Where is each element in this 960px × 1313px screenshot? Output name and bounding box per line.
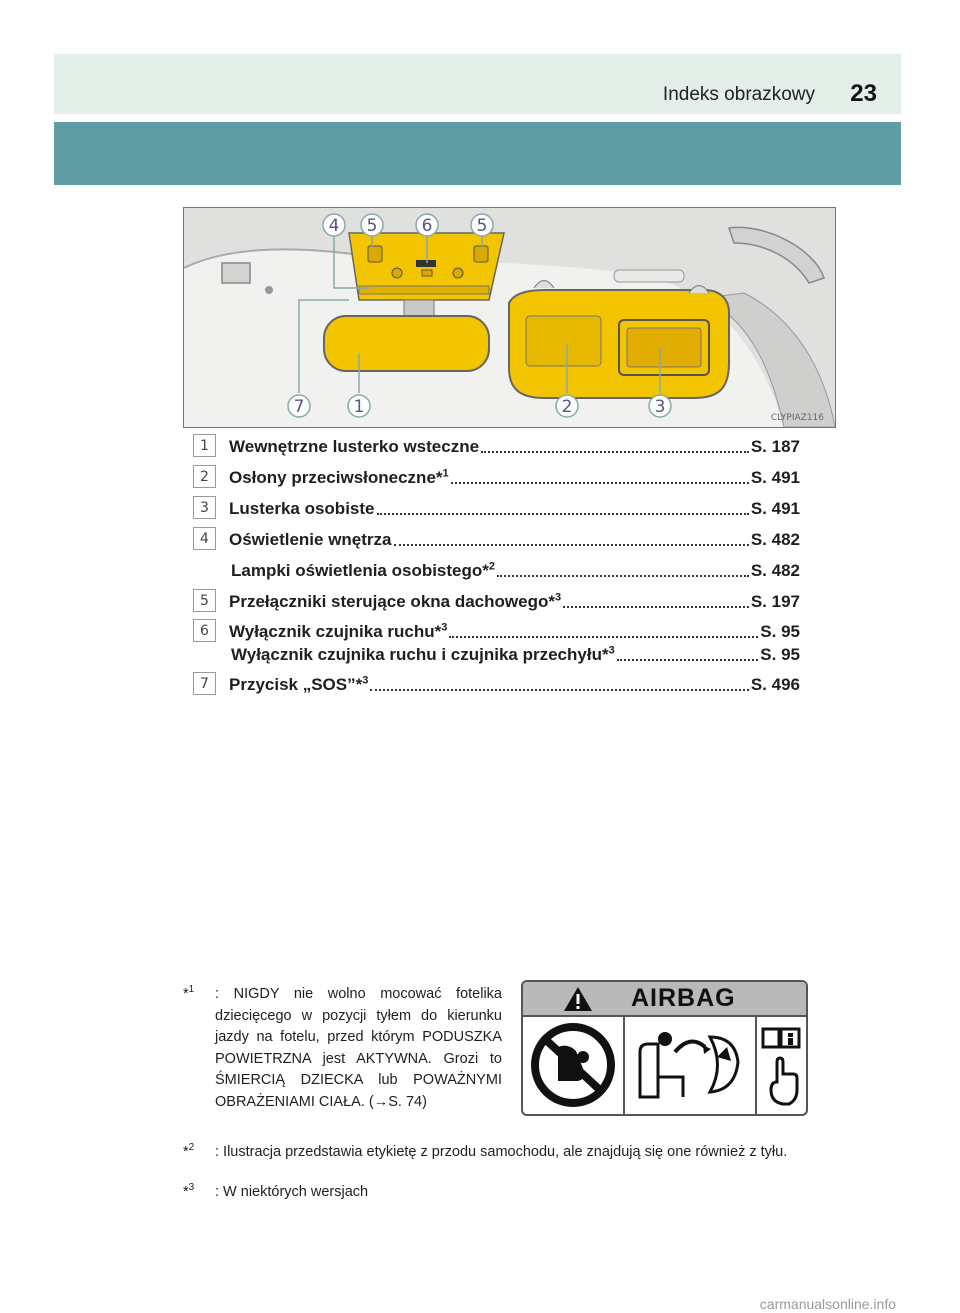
dot-leader [449,628,758,638]
svg-text:3: 3 [654,397,666,417]
entry-number-badge: 7 [193,672,216,695]
entry-label: Wyłącznik czujnika ruchu*$^3$ [229,621,448,641]
no-rear-facing-seat-icon [523,1017,625,1114]
entry-label: Przełączniki sterujące okna dachowego*$^3$ [229,591,562,611]
callout-5b [471,214,493,236]
interior-illustration [183,207,836,428]
entry-page-ref[interactable]: S. 197 [750,592,800,611]
dot-leader [377,505,749,515]
watermark: carmanualsonline.info [759,1296,896,1312]
footnote-marker: *$^1$ [183,984,195,1002]
entry-page-ref[interactable]: S. 95 [760,622,800,641]
index-entry[interactable] [229,495,800,519]
entry-label: Osłony przeciwsłoneczne*$^1$ [229,467,449,487]
footnote-versions-note: : W niektórych wersjach [215,1184,369,1200]
dot-leader [370,681,748,691]
index-entry[interactable] [229,588,800,612]
svg-text:2: 2 [561,397,573,417]
svg-text:7: 7 [293,397,305,417]
airbag-warning-label [521,980,808,1116]
index-entry[interactable] [229,433,800,457]
dot-leader [451,474,749,484]
airbag-title: AIRBAG [631,984,736,1012]
index-entry[interactable] [229,526,800,550]
dot-leader [617,651,759,661]
index-subentry[interactable] [231,641,800,665]
entry-page-ref[interactable]: S. 491 [750,499,800,518]
read-manual-icon [757,1017,806,1114]
index-entry[interactable] [229,618,800,642]
entry-label: Przycisk „SOS”*$^3$ [229,674,369,694]
entry-label: Wyłącznik czujnika ruchu i czujnika przechyłu*$^3$ [231,644,615,664]
callout-6 [416,214,438,236]
callout-7 [288,395,310,417]
callout-4 [323,214,345,236]
entry-page-ref[interactable]: S. 482 [750,530,800,549]
index-entry[interactable] [229,671,800,695]
svg-text:5: 5 [366,216,378,236]
callout-3 [649,395,671,417]
section-title: Indeks obrazkowy [662,84,815,105]
entry-number-badge: 4 [193,527,216,550]
svg-text:1: 1 [353,397,365,417]
svg-text:6: 6 [421,216,433,236]
entry-page-ref[interactable]: S. 95 [760,645,800,664]
entry-label: Oświetlenie wnętrza [229,530,392,549]
page-number: 23 [850,80,877,107]
entry-number-badge: 2 [193,465,216,488]
entry-page-ref[interactable]: S. 491 [750,468,800,487]
footnote-marker: *$^2$ [183,1142,195,1160]
entry-number-badge: 1 [193,434,216,457]
warning-triangle-icon [563,986,593,1012]
dot-leader [563,598,749,608]
svg-text:4: 4 [328,216,340,236]
airbag-deploy-icon [625,1017,757,1114]
entry-number-badge: 3 [193,496,216,519]
illustration-code: CLYPIAZ116 [770,413,824,423]
dot-leader [497,567,749,577]
footnote-marker: *$^3$ [183,1182,195,1200]
entry-page-ref[interactable]: S. 482 [750,561,800,580]
svg-text:5: 5 [476,216,488,236]
entry-number-badge: 5 [193,589,216,612]
footnote-label-note: : Ilustracja przedstawia etykietę z przodu samochodu, ale znajdują się one również z tyłu. [215,1144,788,1160]
entry-label: Wewnętrzne lusterko wsteczne [229,437,480,456]
dot-leader [481,443,749,453]
entry-label: Lusterka osobiste [229,499,375,518]
header-band [54,122,901,185]
callout-1 [348,395,370,417]
entry-page-ref[interactable]: S. 496 [750,675,800,694]
footnote-airbag-warning: : NIGDY nie wolno mocować fotelika dziecięcego w pozycji tyłem do kierunku jazdy na fotelu, przed którym PODUSZKA POWIETRZNA jest AKTYWNA. Grozi to ŚMIERCIĄ DZIECKA lub POWAŻNYMI OBRAŻENIAMI CIAŁA. (→S. 74) [215,986,502,1110]
dot-leader [394,536,749,546]
entry-label: Lampki oświetlenia osobistego*$^2$ [231,560,496,580]
index-entry[interactable] [229,464,800,488]
index-subentry[interactable] [231,557,800,581]
entry-number-badge: 6 [193,619,216,642]
entry-page-ref[interactable]: S. 187 [750,437,800,456]
callout-2 [556,395,578,417]
callout-5a [361,214,383,236]
